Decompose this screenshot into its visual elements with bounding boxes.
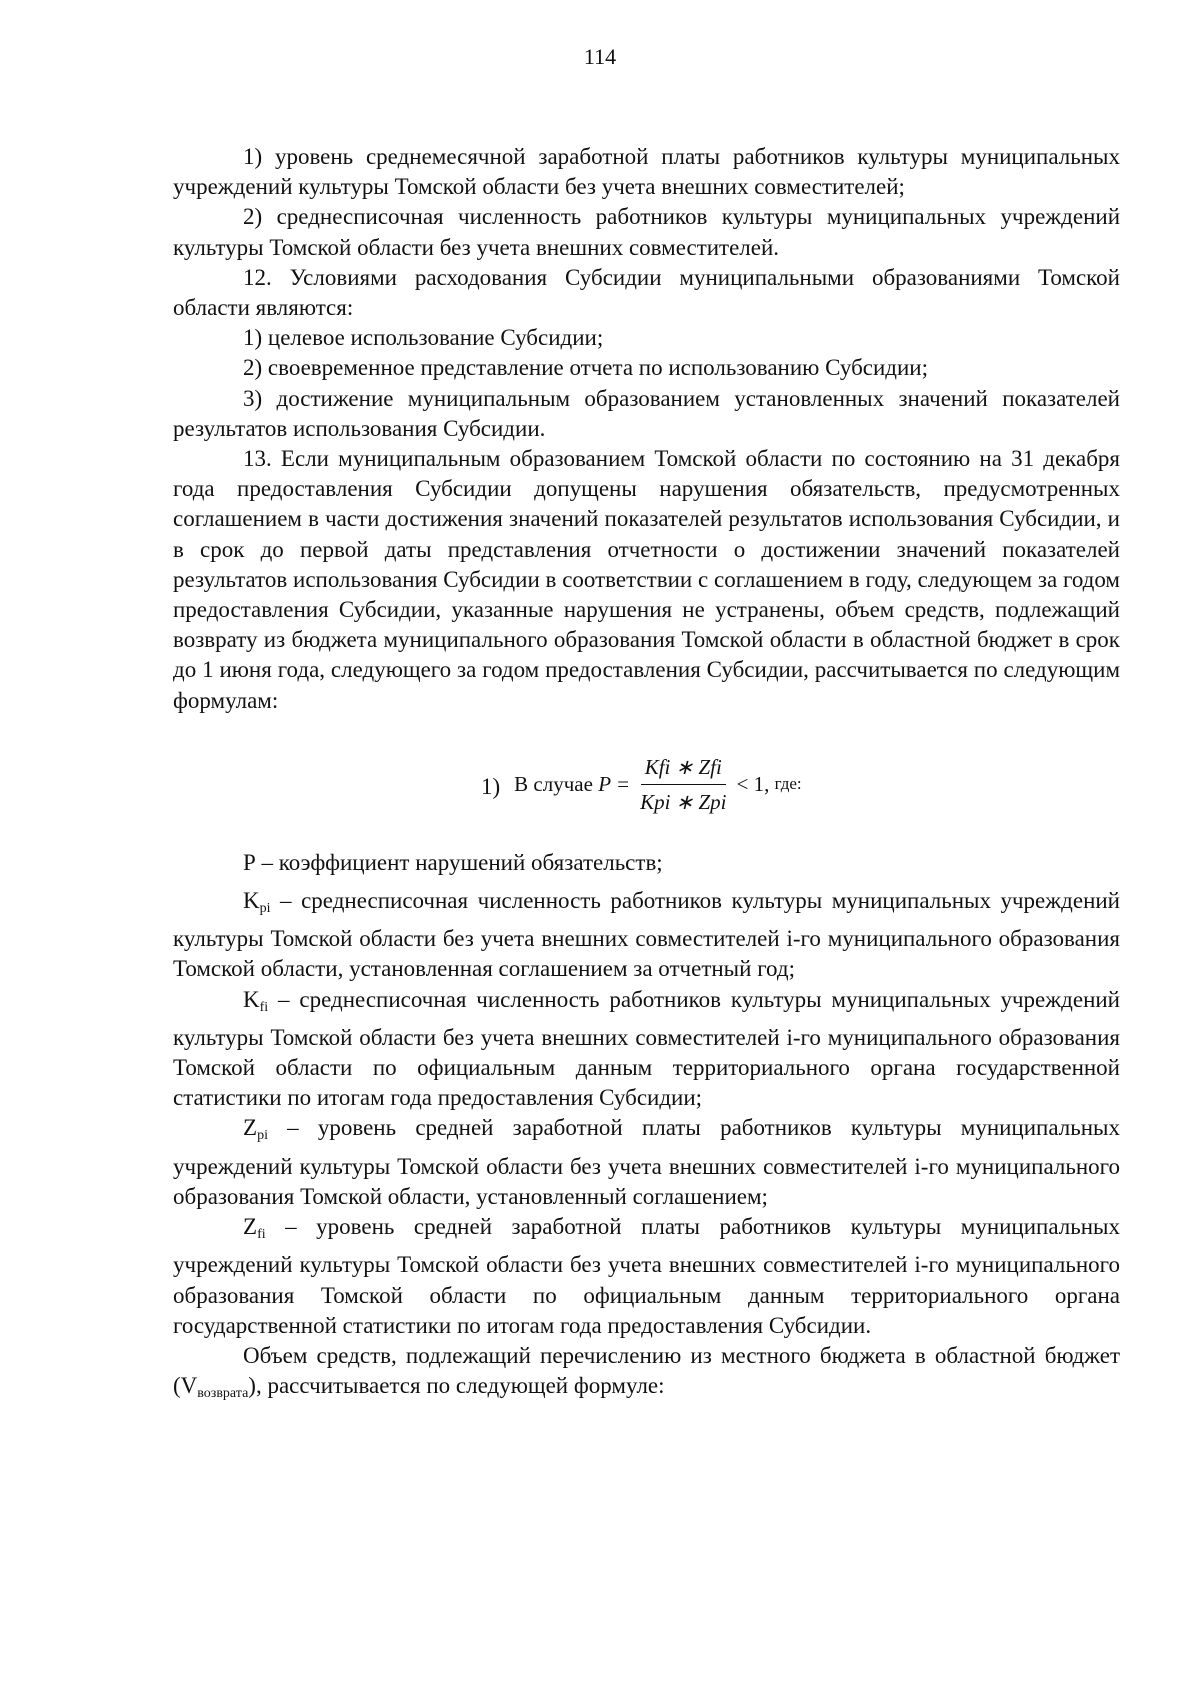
document-body xyxy=(173,142,1120,1409)
formula-fraction xyxy=(636,752,730,817)
return-volume-paragraph xyxy=(173,1341,1120,1409)
paragraph-text: ), рассчитывается по следующей формуле: xyxy=(248,1373,665,1399)
definition-text: – коэффициент нарушений обязательств; xyxy=(255,849,663,875)
definition-symbol: K xyxy=(243,888,260,914)
paragraph: 2) среднесписочная численность работников культуры муниципальных учреждений культуры Томской области без учета внешних совместителей. xyxy=(173,204,1120,260)
page-number: 114 xyxy=(583,44,617,69)
formula-number: 1) xyxy=(481,774,501,800)
definition-subscript: fi xyxy=(259,999,269,1015)
paragraph: 1) уровень среднемесячной заработной платы работников культуры муниципальных учреждений культуры Томской области без учета внешних совместителей; xyxy=(173,144,1120,200)
paragraph: 2) своевременное представление отчета по использованию Субсидии; xyxy=(243,355,929,381)
formula-prefix: В случае xyxy=(514,772,593,797)
definition-p xyxy=(173,848,1120,886)
definition-zfi xyxy=(173,1212,1120,1341)
definition-subscript: fi xyxy=(257,1227,266,1243)
formula-lhs: P = xyxy=(598,772,631,797)
formula xyxy=(481,752,802,817)
definition-symbol: Z xyxy=(243,1214,258,1240)
formula-where: где: xyxy=(774,774,802,794)
formula-numerator: Kfi ∗ Zfi xyxy=(641,752,726,785)
definition-symbol: K xyxy=(243,986,260,1012)
definition-zpi xyxy=(173,1113,1120,1212)
subscript-vozvrata: возврата xyxy=(197,1386,249,1402)
paragraph: 13. Если муниципальным образованием Томской области по состоянию на 31 декабря года предоставления Субсидии допущены нарушения обязательств, предусмотренных соглашением в части достижения значений показателей результатов использования Субсидии, и в срок до первой даты представления отчетности о достижении значений показателей результатов использования Субсидии в соответствии с соглашением в году, следующем за годом предоставления Субсидии, указанные нарушения не устранены, объем средств, подлежащий возврату из бюджета муниципального образования Томской области в областной бюджет в срок до 1 июня года, следующего за годом предоставления Субсидии, рассчитывается по следующим формулам: xyxy=(173,446,1120,713)
definition-subscript: pi xyxy=(257,1128,268,1144)
paragraph: 12. Условиями расходования Субсидии муниципальными образованиями Томской области являются: xyxy=(173,264,1120,321)
formula-denominator: Kpi ∗ Zpi xyxy=(640,790,727,815)
definition-kpi xyxy=(173,886,1120,985)
definition-subscript: pi xyxy=(259,901,271,917)
formula-suffix: < 1, xyxy=(736,772,770,797)
definition-symbol: Z xyxy=(243,1115,258,1141)
definition-text: – уровень средней заработной платы работников культуры муниципальных учреждений культуры Томской области без учета внешних совместителей i-го муниципального образования Томской области, установленный соглашением; xyxy=(173,1115,1120,1209)
definition-text: – среднесписочная численность работников культуры муниципальных учреждений культуры Томской области без учета внешних совместителей i-го муниципального образования Томской области по официальным данным территориального органа государственной статистики по итогам года предоставления Субсидии; xyxy=(173,986,1120,1111)
paragraph-text: Объем средств, подлежащий перечислению из местного бюджета в областной бюджет (V xyxy=(173,1342,1120,1399)
definition-text: – среднесписочная численность работников культуры муниципальных учреждений культуры Томской области без учета внешних совместителей i-го муниципального образования Томской области, установленная соглашением за отчетный год; xyxy=(173,888,1120,982)
paragraph: 3) достижение муниципальным образованием установленных значений показателей результатов использования Субсидии. xyxy=(173,385,1120,441)
formula-block xyxy=(173,722,1120,840)
definition-kfi xyxy=(173,985,1120,1114)
definition-text: – уровень средней заработной платы работников культуры муниципальных учреждений культуры Томской области без учета внешних совместителей i-го муниципального образования Томской области по официальным данным территориального органа государственной статистики по итогам года предоставления Субсидии. xyxy=(173,1214,1120,1338)
definition-symbol: P xyxy=(243,849,256,875)
paragraph: 1) целевое использование Субсидии; xyxy=(243,325,604,351)
